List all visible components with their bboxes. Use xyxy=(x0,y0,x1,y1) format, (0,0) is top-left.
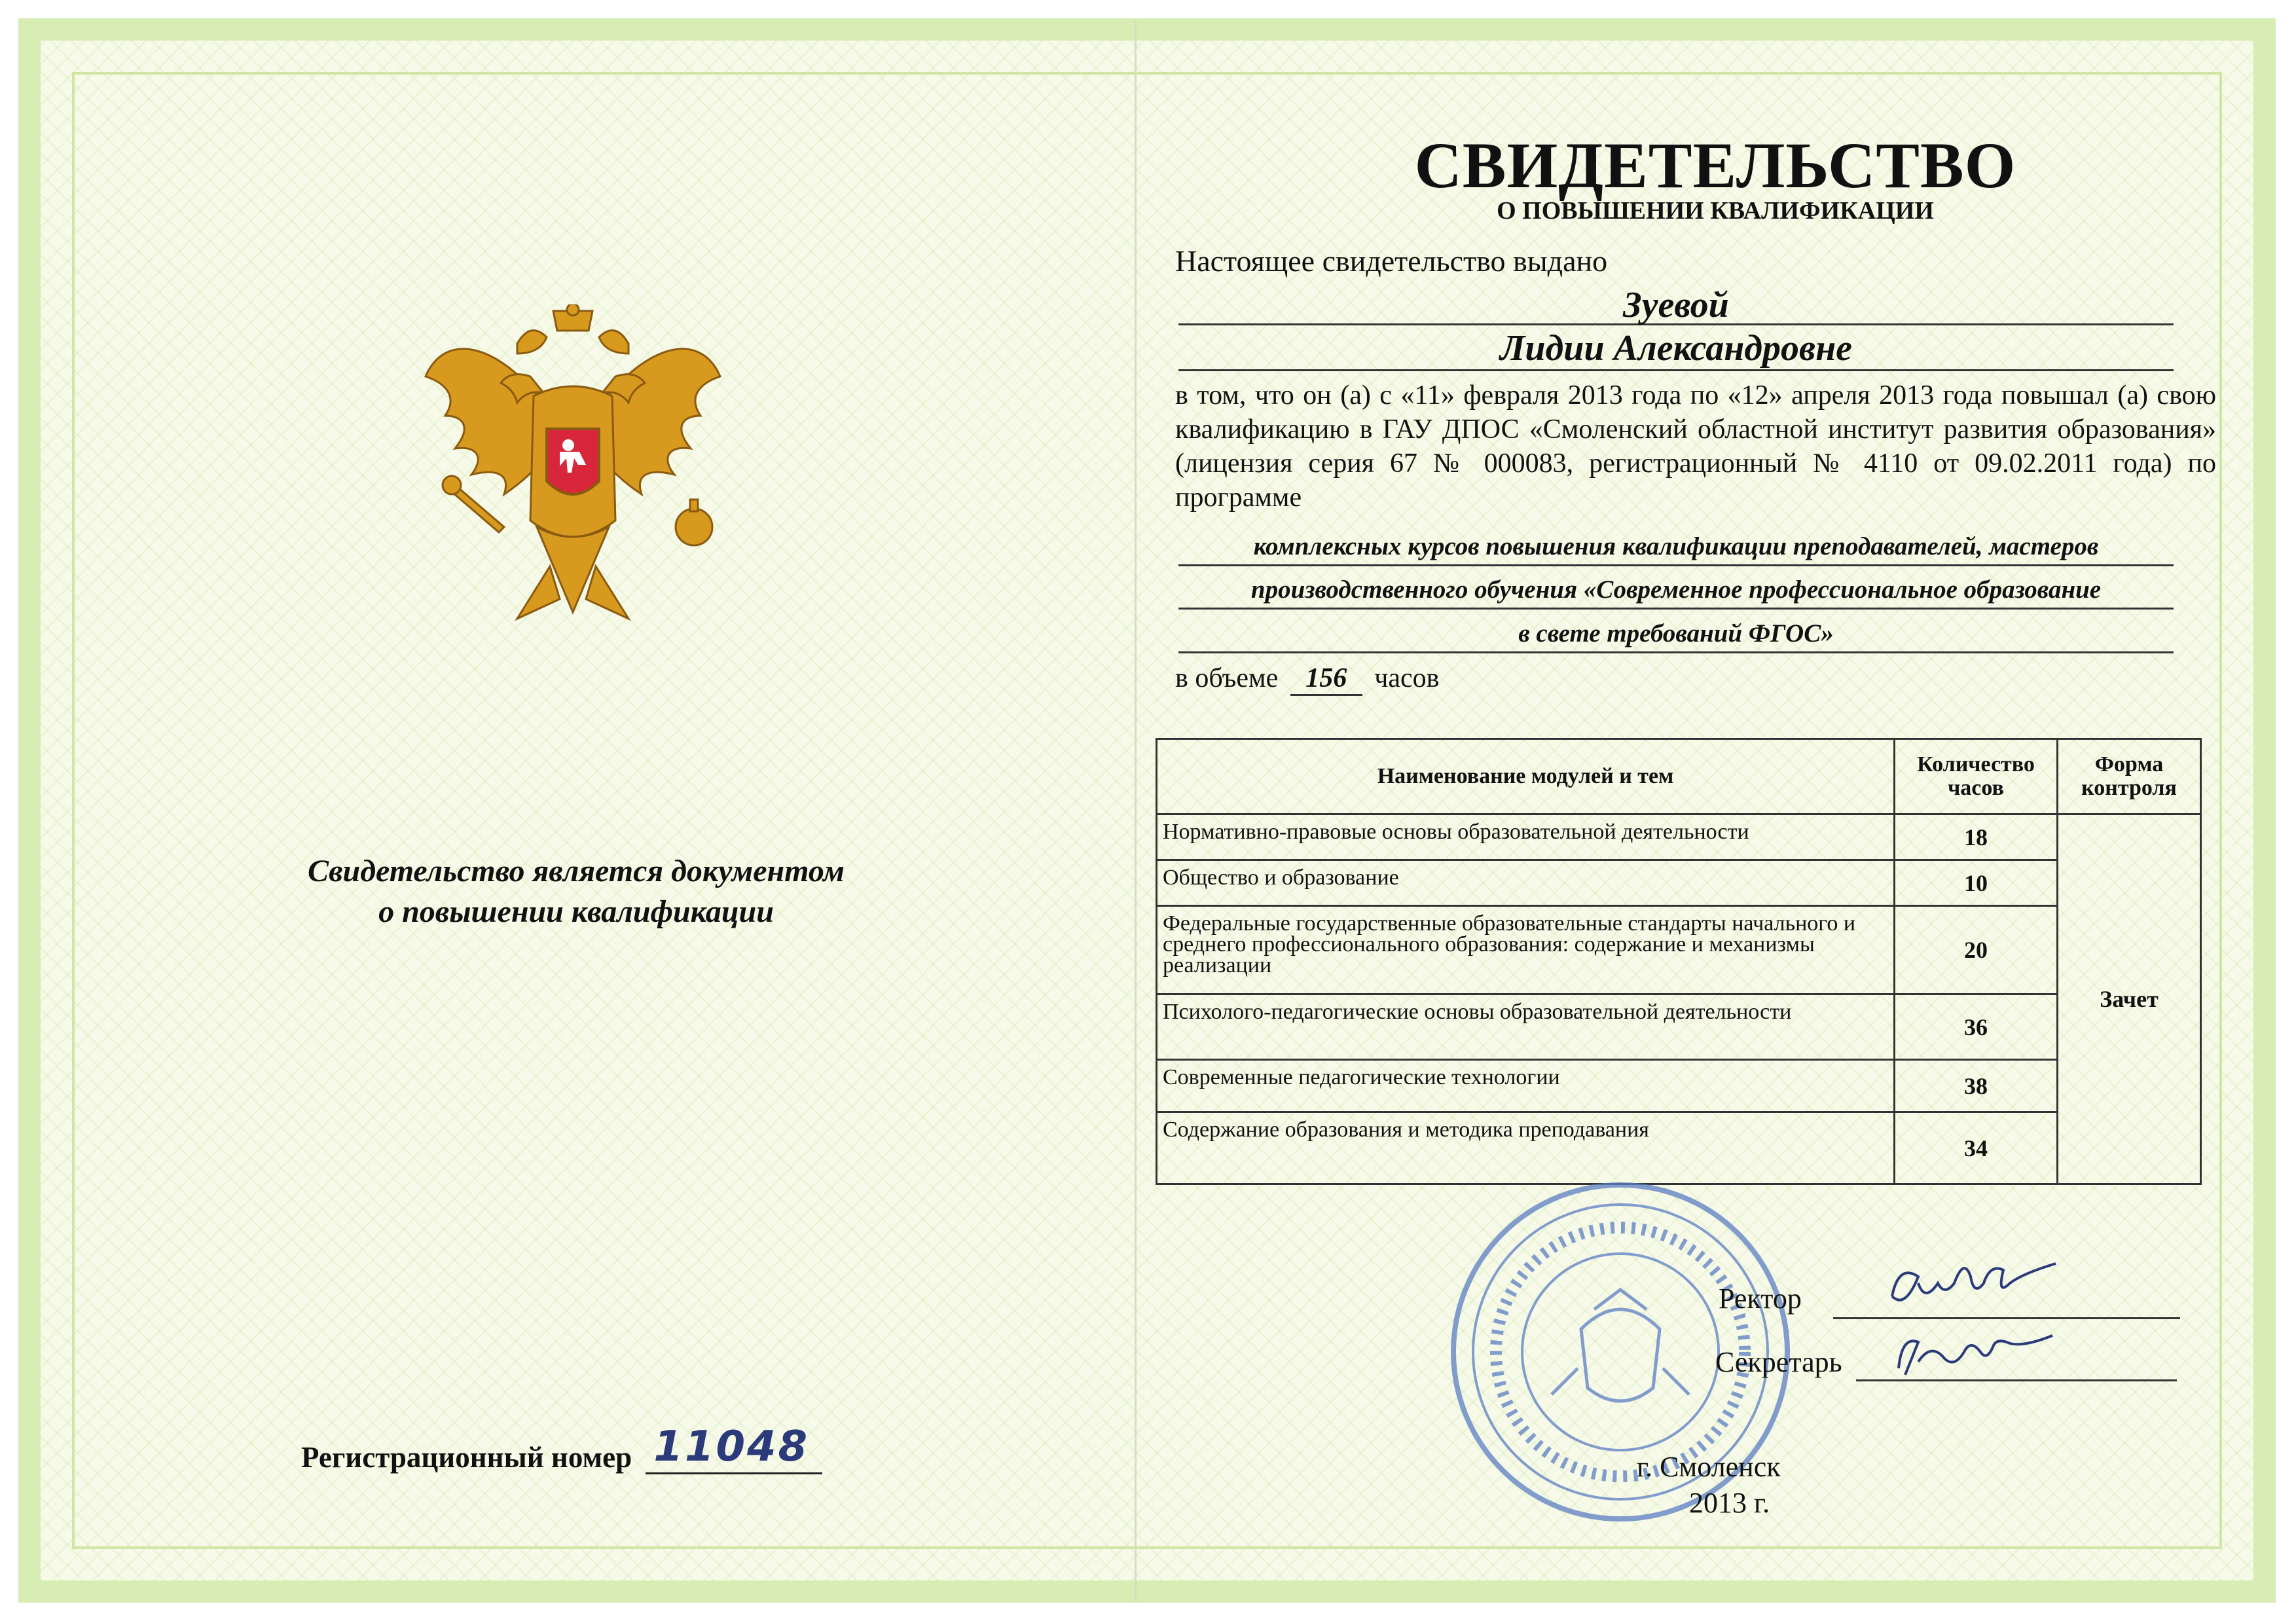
modules-table xyxy=(1156,738,2202,1185)
program-line-2: производственного обучения «Современное профессиональное образование xyxy=(1178,575,2174,610)
coat-of-arms-icon xyxy=(419,304,727,645)
module-hours: 34 xyxy=(1895,1112,2058,1184)
certificate-title: СВИДЕТЕЛЬСТВО xyxy=(1414,129,2016,202)
header-module-name: Наименование модулей и тем xyxy=(1157,739,1895,814)
table-row xyxy=(1157,860,2201,906)
left-caption-line-2: о повышении квалификации xyxy=(378,894,774,929)
left-caption xyxy=(236,851,917,932)
module-hours: 18 xyxy=(1895,814,2058,860)
registration-value: 11048 xyxy=(653,1423,810,1471)
volume-hours: 156 xyxy=(1290,663,1362,696)
volume-prefix: в объеме xyxy=(1175,663,1279,693)
signature-icon xyxy=(1886,1322,2069,1388)
module-name: Современные педагогические технологии xyxy=(1157,1060,1895,1112)
registration-number xyxy=(301,1423,822,1474)
issued-to-label: Настоящее свидетельство выдано xyxy=(1175,244,1608,278)
table-row xyxy=(1157,906,2201,994)
signature-icon xyxy=(1879,1257,2082,1329)
program-line-3: в свете требований ФГОС» xyxy=(1178,619,2174,653)
table-header-row xyxy=(1157,739,2201,814)
table-row xyxy=(1157,1112,2201,1184)
page-fold xyxy=(1135,20,1137,1601)
volume-suffix: часов xyxy=(1374,663,1440,693)
module-hours: 36 xyxy=(1895,994,2058,1060)
recipient-given-names: Лидии Александровне xyxy=(1178,329,2174,371)
header-form-line-1: Форма xyxy=(2094,752,2164,776)
certificate-subtitle: О ПОВЫШЕНИИ КВАЛИФИКАЦИИ xyxy=(1497,197,1934,225)
table-row xyxy=(1157,1060,2201,1112)
module-name: Нормативно-правовые основы образовательной деятельности xyxy=(1157,814,1895,860)
registration-label: Регистрационный номер xyxy=(301,1441,632,1474)
header-hours-line-2: часов xyxy=(1948,776,2004,800)
left-caption-line-1: Свидетельство является документом xyxy=(308,854,845,888)
city: г. Смоленск xyxy=(1637,1451,1781,1483)
header-hours-line-1: Количество xyxy=(1917,752,2035,776)
module-hours: 10 xyxy=(1895,860,2058,906)
module-name: Психолого-педагогические основы образовательной деятельности xyxy=(1157,994,1895,1060)
control-form: Зачет xyxy=(2058,814,2201,1184)
certificate-body-text: в том, что он (а) с «11» февраля 2013 года по «12» апреля 2013 года повышал (а) свою квалификацию в ГАУ ДПОС «Смоленский областной институт развития образования» (лицензия серия 67 № 000083, регистрационный № 4110 от 09.02.2011 года) по программе xyxy=(1175,380,2216,513)
module-name: Федеральные государственные образовательные стандарты начального и среднего профессионального образования: содержание и механизмы реализации xyxy=(1157,906,1895,994)
table-row xyxy=(1157,994,2201,1060)
registration-line xyxy=(646,1423,822,1474)
table-row xyxy=(1157,814,2201,860)
header-hours xyxy=(1895,739,2058,814)
module-hours: 20 xyxy=(1895,906,2058,994)
header-control-form xyxy=(2058,739,2201,814)
recipient-surname: Зуевой xyxy=(1178,287,2174,325)
module-name: Общество и образование xyxy=(1157,860,1895,906)
year: 2013 г. xyxy=(1689,1487,1770,1519)
module-name: Содержание образования и методика преподавания xyxy=(1157,1112,1895,1184)
rector-label: Ректор xyxy=(1719,1283,1802,1315)
course-volume xyxy=(1175,663,1439,696)
program-line-1: комплексных курсов повышения квалификации преподавателей, мастеров xyxy=(1178,532,2174,566)
secretary-label: Секретарь xyxy=(1715,1346,1842,1378)
module-hours: 38 xyxy=(1895,1060,2058,1112)
header-form-line-2: контроля xyxy=(2081,776,2177,800)
